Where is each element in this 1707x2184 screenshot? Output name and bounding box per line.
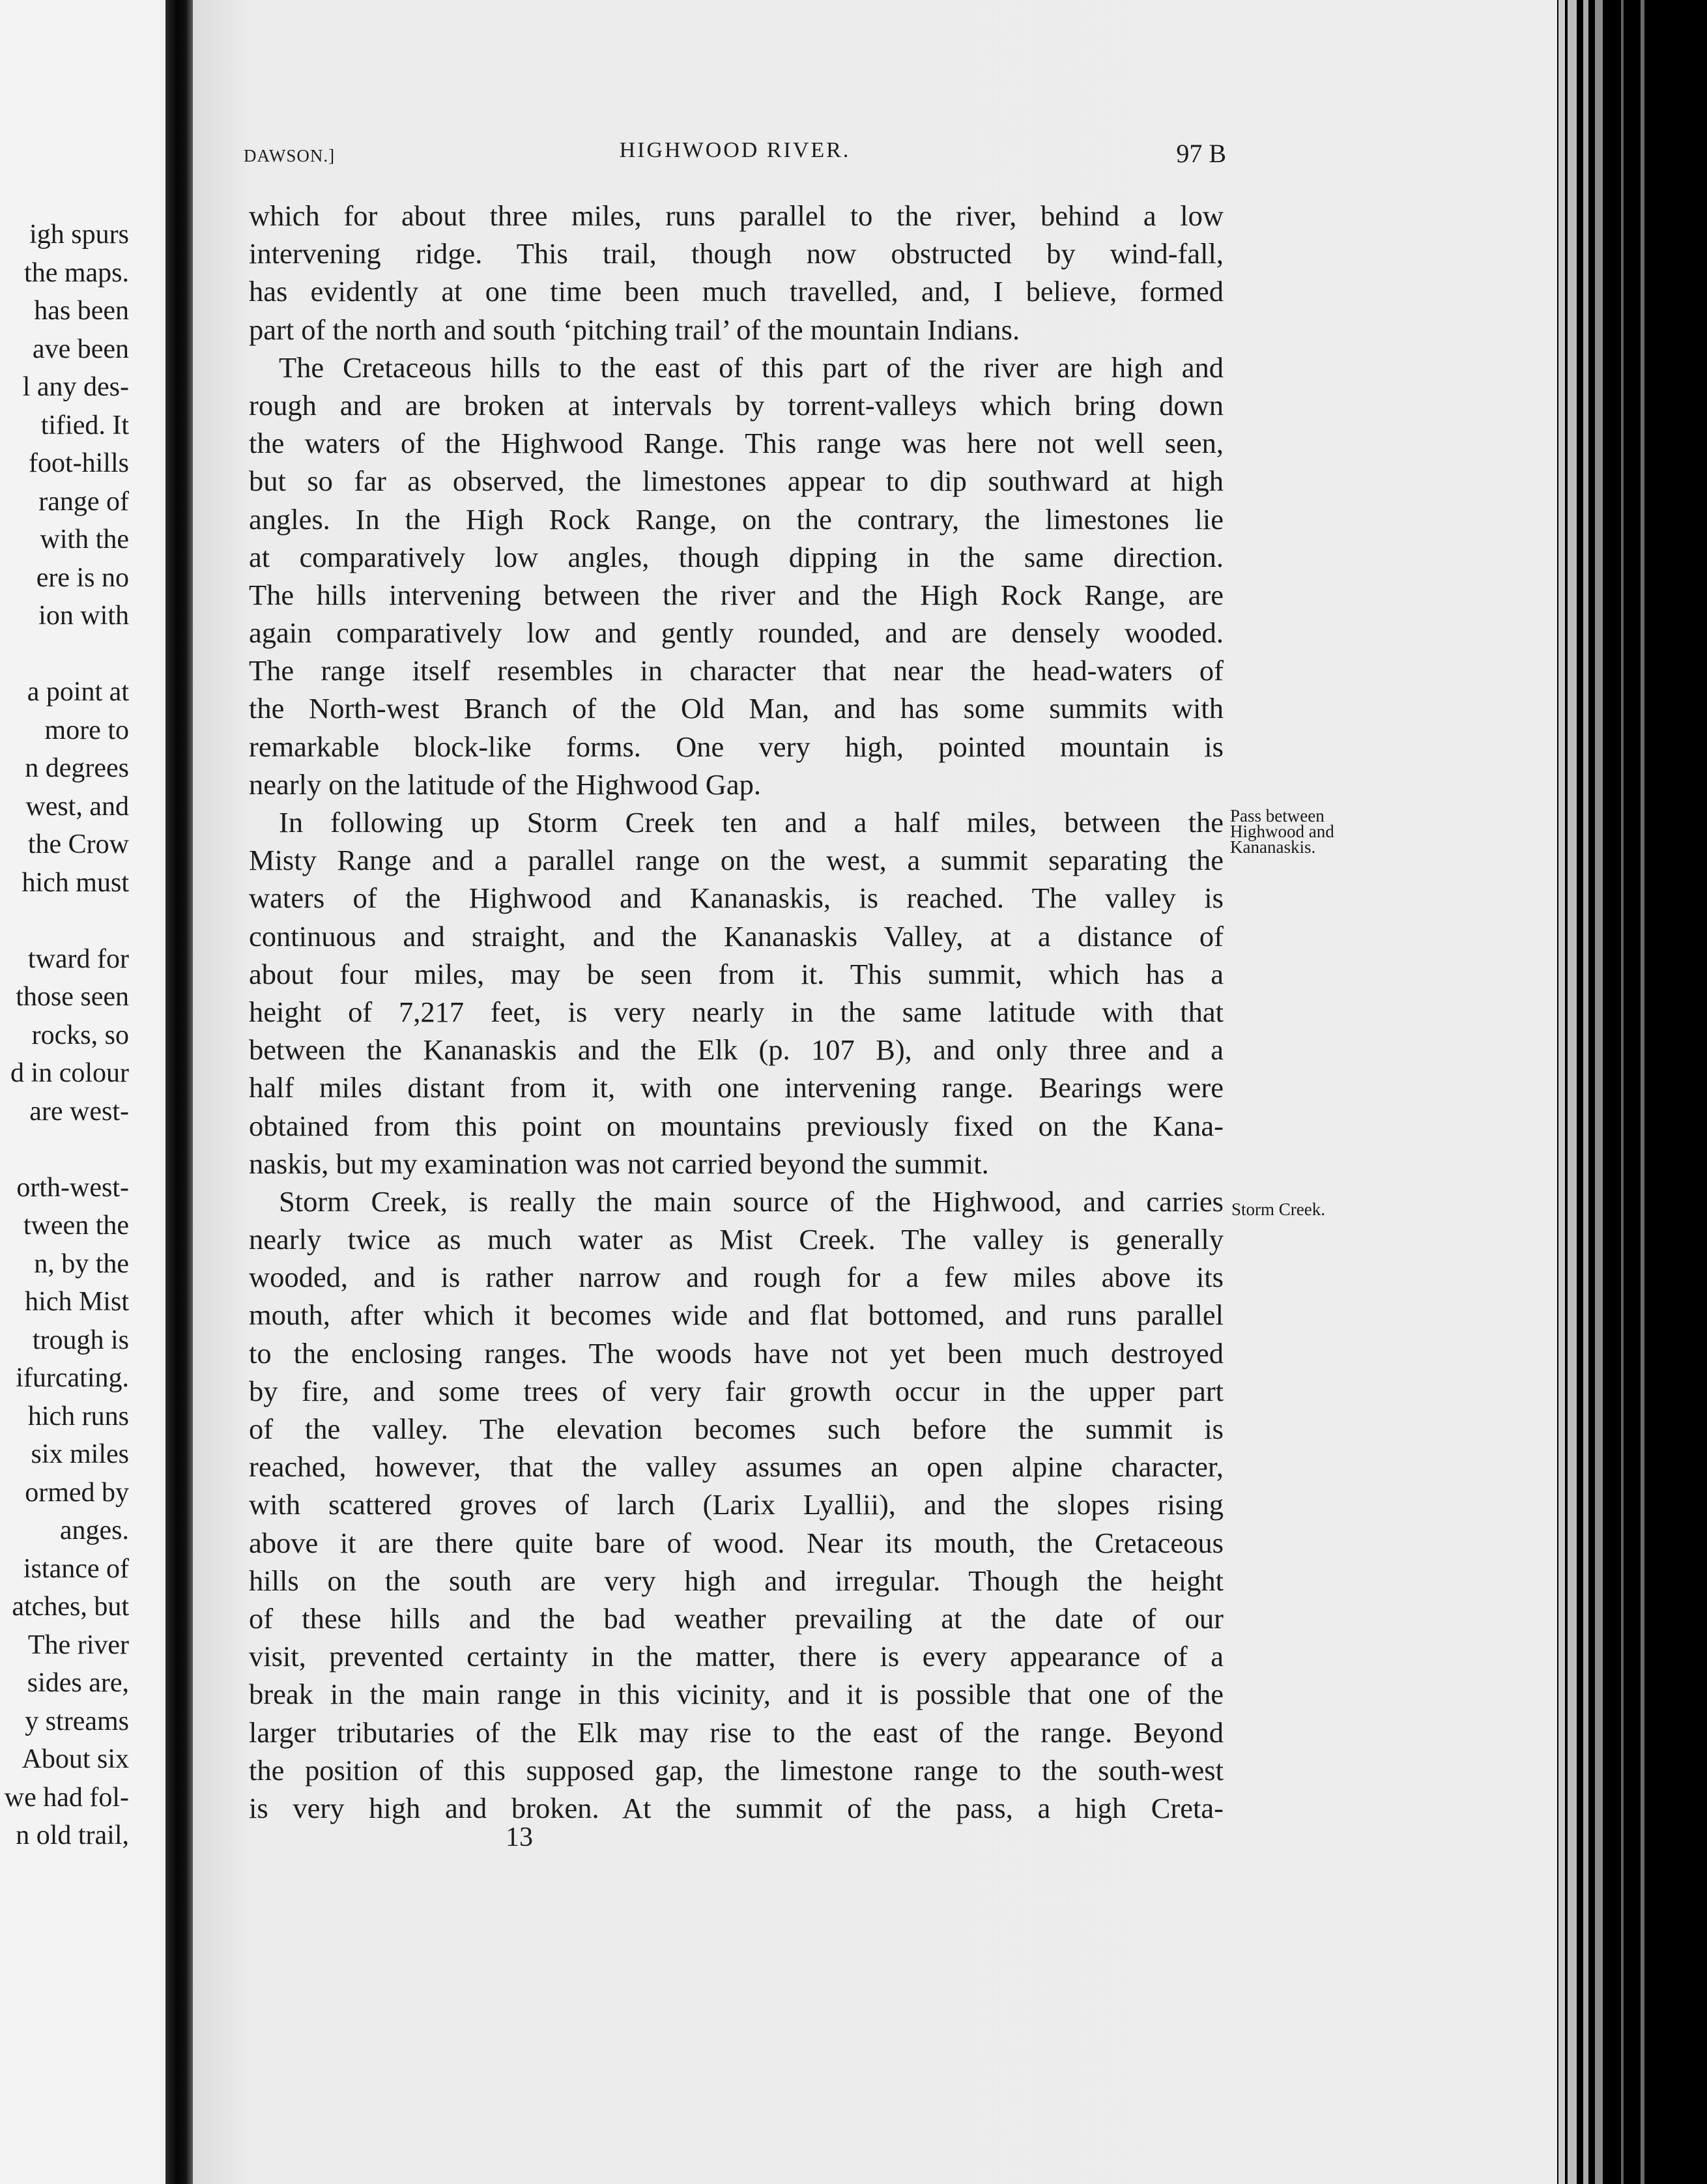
- left-page-line: more to: [44, 715, 129, 745]
- left-page-line: igh spurs: [29, 220, 129, 250]
- left-page-text: [5, 216, 129, 1855]
- body-line: to the enclosing ranges. The woods have not yet been much destroyed: [249, 1336, 1224, 1370]
- body-line: the North-west Branch of the Old Man, and has some summits with: [249, 692, 1224, 725]
- left-page-line: the maps.: [24, 257, 129, 288]
- left-page-line: trough is: [32, 1325, 129, 1355]
- left-page-line: west, and: [25, 791, 129, 822]
- left-page-line: ion with: [38, 601, 129, 631]
- sidenote-line: Kananaskis.: [1230, 837, 1316, 857]
- left-page-line: the Crow: [27, 829, 129, 859]
- left-page-line: hich must: [22, 867, 129, 898]
- body-line: continuous and straight, and the Kananaskis Valley, at a distance of: [249, 919, 1224, 953]
- left-page-line: d in colour: [10, 1058, 129, 1088]
- left-page-line: are west-: [29, 1096, 129, 1127]
- sidenote-storm-creek: [1231, 1201, 1325, 1217]
- body-line: above it are there quite bare of wood. Near its mouth, the Cretaceous: [249, 1526, 1224, 1559]
- body-line: rough and are broken at intervals by torrent-valleys which bring down: [249, 388, 1224, 422]
- body-line: intervening ridge. This trail, though now obstructed by wind-fall,: [249, 237, 1224, 270]
- sidenote-line: Pass between: [1230, 806, 1325, 826]
- left-page-line: n, by the: [34, 1248, 129, 1279]
- body-line: reached, however, that the valley assumes an open alpine character,: [249, 1450, 1224, 1484]
- body-line: Misty Range and a parallel range on the west, a summit separating the: [249, 844, 1224, 877]
- left-page-line: rocks, so: [31, 1020, 129, 1050]
- body-line: larger tributaries of the Elk may rise to the east of the range. Beyond: [249, 1716, 1224, 1749]
- body-line: has evidently at one time been much travelled, and, I believe, formed: [249, 275, 1224, 308]
- left-page-line: The river: [27, 1630, 129, 1660]
- left-page-line: ere is no: [36, 562, 129, 593]
- body-line: of these hills and the bad weather prevailing at the date of our: [249, 1602, 1224, 1635]
- body-line: In following up Storm Creek ten and a half miles, between the: [279, 806, 1224, 839]
- left-page-line: About six: [22, 1744, 129, 1774]
- page-stack-edges: [1557, 0, 1707, 2184]
- body-line: hills on the south are very high and irregular. Though the height: [249, 1564, 1224, 1597]
- running-head-author: DAWSON.]: [244, 146, 336, 165]
- body-line: break in the main range in this vicinity, and it is possible that one of the: [249, 1678, 1224, 1711]
- body-line: again comparatively low and gently rounded, and are densely wooded.: [249, 616, 1224, 650]
- left-page-line: istance of: [23, 1553, 129, 1584]
- body-line: nearly twice as much water as Mist Creek. The valley is generally: [249, 1223, 1224, 1256]
- book-binding-gutter: [165, 0, 194, 2184]
- body-line: The hills intervening between the river and the High Rock Range, are: [249, 578, 1224, 611]
- body-line: waters of the Highwood and Kananaskis, is reached. The valley is: [249, 882, 1224, 915]
- body-line: the waters of the Highwood Range. This range was here not well seen,: [249, 427, 1224, 460]
- body-line: between the Kananaskis and the Elk (p. 107 B), and only three and a: [249, 1033, 1224, 1067]
- body-line: remarkable block-like forms. One very high, pointed mountain is: [249, 730, 1224, 763]
- left-page-line: [5, 635, 129, 674]
- body-line: about four miles, may be seen from it. This summit, which has a: [249, 957, 1224, 990]
- sidenote-pass-between: [1230, 808, 1334, 855]
- left-page-line: foot-hills: [29, 448, 129, 478]
- body-line: is very high and broken. At the summit of the pass, a high Creta-: [249, 1791, 1224, 1824]
- body-line: angles. In the High Rock Range, on the contrary, the limestones lie: [249, 502, 1224, 536]
- left-page-line: l any des-: [22, 372, 129, 402]
- body-line: height of 7,217 feet, is very nearly in the same latitude with that: [249, 995, 1224, 1028]
- body-line: part of the north and south ‘pitching trail’ of the mountain Indians.: [249, 313, 1020, 346]
- body-line: the position of this supposed gap, the limestone range to the south-west: [249, 1753, 1224, 1787]
- body-line: which for about three miles, runs parallel to the river, behind a low: [249, 199, 1224, 232]
- left-page-line: hich runs: [27, 1401, 129, 1431]
- left-page-line: n old trail,: [16, 1820, 129, 1850]
- left-facing-page: [0, 0, 171, 2184]
- left-page-line: hich Mist: [25, 1287, 129, 1317]
- left-page-line: with the: [40, 524, 129, 554]
- left-page-line: six miles: [31, 1439, 129, 1469]
- left-page-line: sides are,: [27, 1668, 129, 1698]
- body-line: at comparatively low angles, though dipping in the same direction.: [249, 540, 1224, 573]
- body-line: wooded, and is rather narrow and rough for a few miles above its: [249, 1261, 1224, 1294]
- body-line: obtained from this point on mountains previously fixed on the Kana-: [249, 1109, 1224, 1142]
- left-page-line: tween the: [23, 1211, 129, 1241]
- running-head-page-number: 97 B: [1176, 139, 1226, 168]
- body-line: nearly on the latitude of the Highwood Gap.: [249, 768, 761, 801]
- left-page-line: [5, 1130, 129, 1169]
- left-page-line: has been: [34, 296, 129, 326]
- left-page-line: [5, 902, 129, 940]
- body-line: The range itself resembles in character that near the head-waters of: [249, 654, 1224, 687]
- left-page-line: range of: [38, 486, 129, 517]
- body-line: naskis, but my examination was not carried beyond the summit.: [249, 1147, 989, 1180]
- signature-number: 13: [506, 1822, 533, 1852]
- left-page-line: ifurcating.: [16, 1363, 129, 1393]
- body-text: [249, 197, 1224, 1827]
- left-page-line: orth-west-: [16, 1172, 129, 1203]
- running-head-title: HIGHWOOD RIVER.: [619, 138, 851, 162]
- body-line: mouth, after which it becomes wide and flat bottomed, and runs parallel: [249, 1299, 1224, 1332]
- left-page-line: anges.: [59, 1516, 129, 1545]
- running-head: [244, 138, 1226, 177]
- left-page-line: ormed by: [25, 1477, 129, 1508]
- body-line: Storm Creek, is really the main source of the Highwood, and carries: [279, 1185, 1224, 1218]
- body-line: The Cretaceous hills to the east of this part of the river are high and: [279, 351, 1224, 384]
- body-line: of the valley. The elevation becomes such before the summit is: [249, 1413, 1224, 1445]
- left-page-line: tified. It: [40, 410, 129, 440]
- body-line: by fire, and some trees of very fair growth occur in the upper part: [249, 1374, 1224, 1407]
- left-page-line: y streams: [25, 1706, 129, 1736]
- left-page-line: those seen: [16, 982, 129, 1012]
- body-line: half miles distant from it, with one intervening range. Bearings were: [249, 1071, 1224, 1104]
- left-page-line: atches, but: [12, 1592, 129, 1622]
- body-line: with scattered groves of larch (Larix Lyallii), and the slopes rising: [249, 1488, 1224, 1521]
- sidenote-line: Highwood and: [1230, 822, 1334, 841]
- left-page-line: a point at: [27, 677, 129, 707]
- sidenote-line: Storm Creek.: [1231, 1200, 1325, 1219]
- left-page-line: ave been: [32, 334, 129, 364]
- left-page-line: we had fol-: [4, 1782, 129, 1813]
- left-page-line: tward for: [27, 943, 129, 974]
- body-line: but so far as observed, the limestones appear to dip southward at high: [249, 465, 1224, 498]
- body-line: visit, prevented certainty in the matter, there is every appearance of a: [249, 1640, 1224, 1673]
- left-page-line: n degrees: [25, 753, 129, 783]
